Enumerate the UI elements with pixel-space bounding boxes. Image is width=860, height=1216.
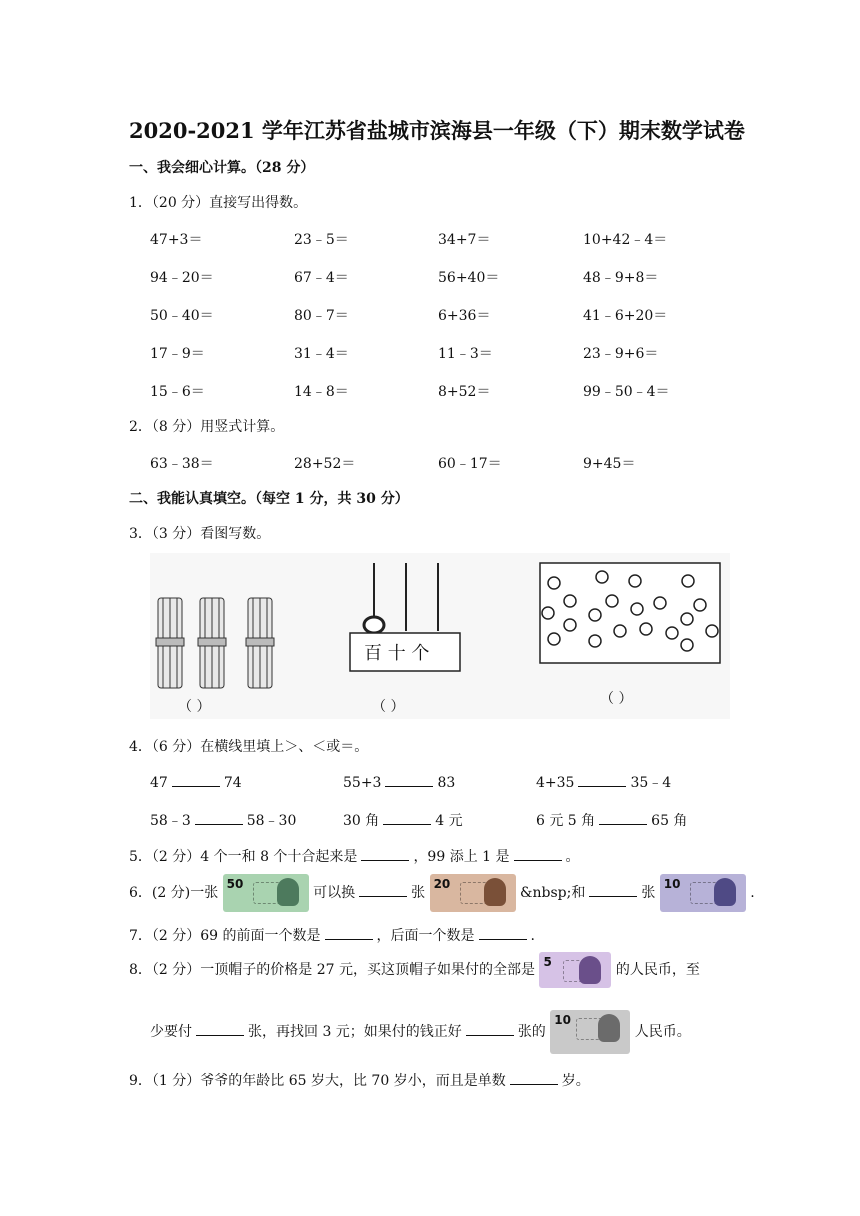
answer-blank[interactable] bbox=[385, 772, 433, 787]
figure-drawings bbox=[150, 553, 730, 719]
q4-item-6: 6 元 5 角 65 角 bbox=[536, 810, 687, 830]
q1-expression: 34+7＝ bbox=[438, 232, 491, 248]
question-2: 2．（8 分）用竖式计算。 bbox=[129, 419, 285, 435]
question-3: 3．（3 分）看图写数。 bbox=[129, 526, 271, 542]
answer-blank[interactable] bbox=[479, 925, 527, 940]
q1-expression: 23﹣5＝ bbox=[294, 232, 349, 248]
answer-blank[interactable] bbox=[172, 772, 220, 787]
q4-item-2: 55+3 83 bbox=[343, 772, 455, 791]
q2-expression: 60﹣17＝ bbox=[438, 456, 502, 472]
q1-expression: 47+3＝ bbox=[150, 232, 203, 248]
banknote-10-image: 10 bbox=[660, 874, 746, 912]
question-8-line-2: 少要付 张，再找回 3 元；如果付的钱正好 张的 10 人民币。 bbox=[150, 1010, 691, 1054]
paren-1: （ ） bbox=[178, 699, 211, 715]
q4-item-5: 30 角 4 元 bbox=[343, 810, 463, 830]
q1-expression: 48﹣9+8＝ bbox=[583, 270, 659, 286]
answer-blank[interactable] bbox=[578, 772, 626, 787]
answer-blank[interactable] bbox=[510, 1070, 558, 1085]
answer-blank[interactable] bbox=[599, 810, 647, 825]
answer-blank[interactable] bbox=[195, 810, 243, 825]
q2-expression: 9+45＝ bbox=[583, 456, 636, 472]
answer-blank[interactable] bbox=[383, 810, 431, 825]
section-1-heading: 一、我会细心计算。（28 分） bbox=[129, 160, 315, 176]
q1-expression: 23﹣9+6＝ bbox=[583, 346, 659, 362]
banknote-50-image: 50 bbox=[223, 874, 309, 912]
answer-blank[interactable] bbox=[359, 882, 407, 897]
answer-blank[interactable] bbox=[196, 1021, 244, 1036]
q1-expression: 8+52＝ bbox=[438, 384, 491, 400]
q1-expression: 6+36＝ bbox=[438, 308, 491, 324]
answer-blank[interactable] bbox=[325, 925, 373, 940]
section-2-heading: 二、我能认真填空。（每空 1 分，共 30 分） bbox=[129, 491, 409, 507]
answer-blank[interactable] bbox=[466, 1021, 514, 1036]
paren-3: （ ） bbox=[600, 691, 633, 707]
banknote-20-image: 20 bbox=[430, 874, 516, 912]
banknote-10-gray-image: 10 bbox=[550, 1010, 630, 1054]
q1-expression: 10+42﹣4＝ bbox=[583, 232, 668, 248]
question-8-line-1: 8．（2 分）一顶帽子的价格是 27 元，买这顶帽子如果付的全部是 5 的人民币，至 bbox=[129, 952, 700, 988]
q1-expression: 11﹣3＝ bbox=[438, 346, 493, 362]
q2-expression: 63﹣38＝ bbox=[150, 456, 214, 472]
banknote-5-image: 5 bbox=[539, 952, 611, 988]
q1-expression: 15﹣6＝ bbox=[150, 384, 205, 400]
question-3-figure bbox=[150, 553, 730, 719]
q1-expression: 94﹣20＝ bbox=[150, 270, 214, 286]
q1-expression: 50﹣40＝ bbox=[150, 308, 214, 324]
q1-expression: 17﹣9＝ bbox=[150, 346, 205, 362]
answer-blank[interactable] bbox=[514, 846, 562, 861]
question-4: 4．（6 分）在横线里填上＞、＜或＝。 bbox=[129, 739, 369, 755]
question-5: 5．（2 分）4 个一和 8 个十合起来是 ，99 添上 1 是 。 bbox=[129, 846, 580, 866]
q4-item-4: 58﹣3 58﹣30 bbox=[150, 810, 296, 830]
question-7: 7．（2 分）69 的前面一个数是 ，后面一个数是 . bbox=[129, 925, 535, 945]
page-title: 2020-2021 学年江苏省盐城市滨海县一年级（下）期末数学试卷 bbox=[129, 118, 745, 143]
q1-expression: 31﹣4＝ bbox=[294, 346, 349, 362]
q1-expression: 80﹣7＝ bbox=[294, 308, 349, 324]
q1-expression: 67﹣4＝ bbox=[294, 270, 349, 286]
paren-2: （ ） bbox=[372, 699, 405, 715]
stick-bundles-image bbox=[156, 598, 274, 688]
question-1: 1．（20 分）直接写出得数。 bbox=[129, 195, 308, 211]
abacus-label: 百 十 个 bbox=[364, 643, 430, 664]
answer-blank[interactable] bbox=[589, 882, 637, 897]
question-6: 6．(2 分)一张 50 可以换 张 20 &nbsp;和 张 10 . bbox=[129, 874, 755, 912]
answer-blank[interactable] bbox=[361, 846, 409, 861]
question-9: 9．（1 分）爷爷的年龄比 65 岁大，比 70 岁小，而且是单数 岁。 bbox=[129, 1070, 590, 1090]
q1-expression: 56+40＝ bbox=[438, 270, 500, 286]
q4-item-3: 4+35 35﹣4 bbox=[536, 772, 671, 792]
q4-item-1: 47 74 bbox=[150, 772, 242, 791]
dots-box-image bbox=[540, 563, 720, 663]
q1-expression: 41﹣6+20＝ bbox=[583, 308, 668, 324]
q2-expression: 28+52＝ bbox=[294, 456, 356, 472]
q1-expression: 99﹣50﹣4＝ bbox=[583, 384, 670, 400]
q1-expression: 14﹣8＝ bbox=[294, 384, 349, 400]
